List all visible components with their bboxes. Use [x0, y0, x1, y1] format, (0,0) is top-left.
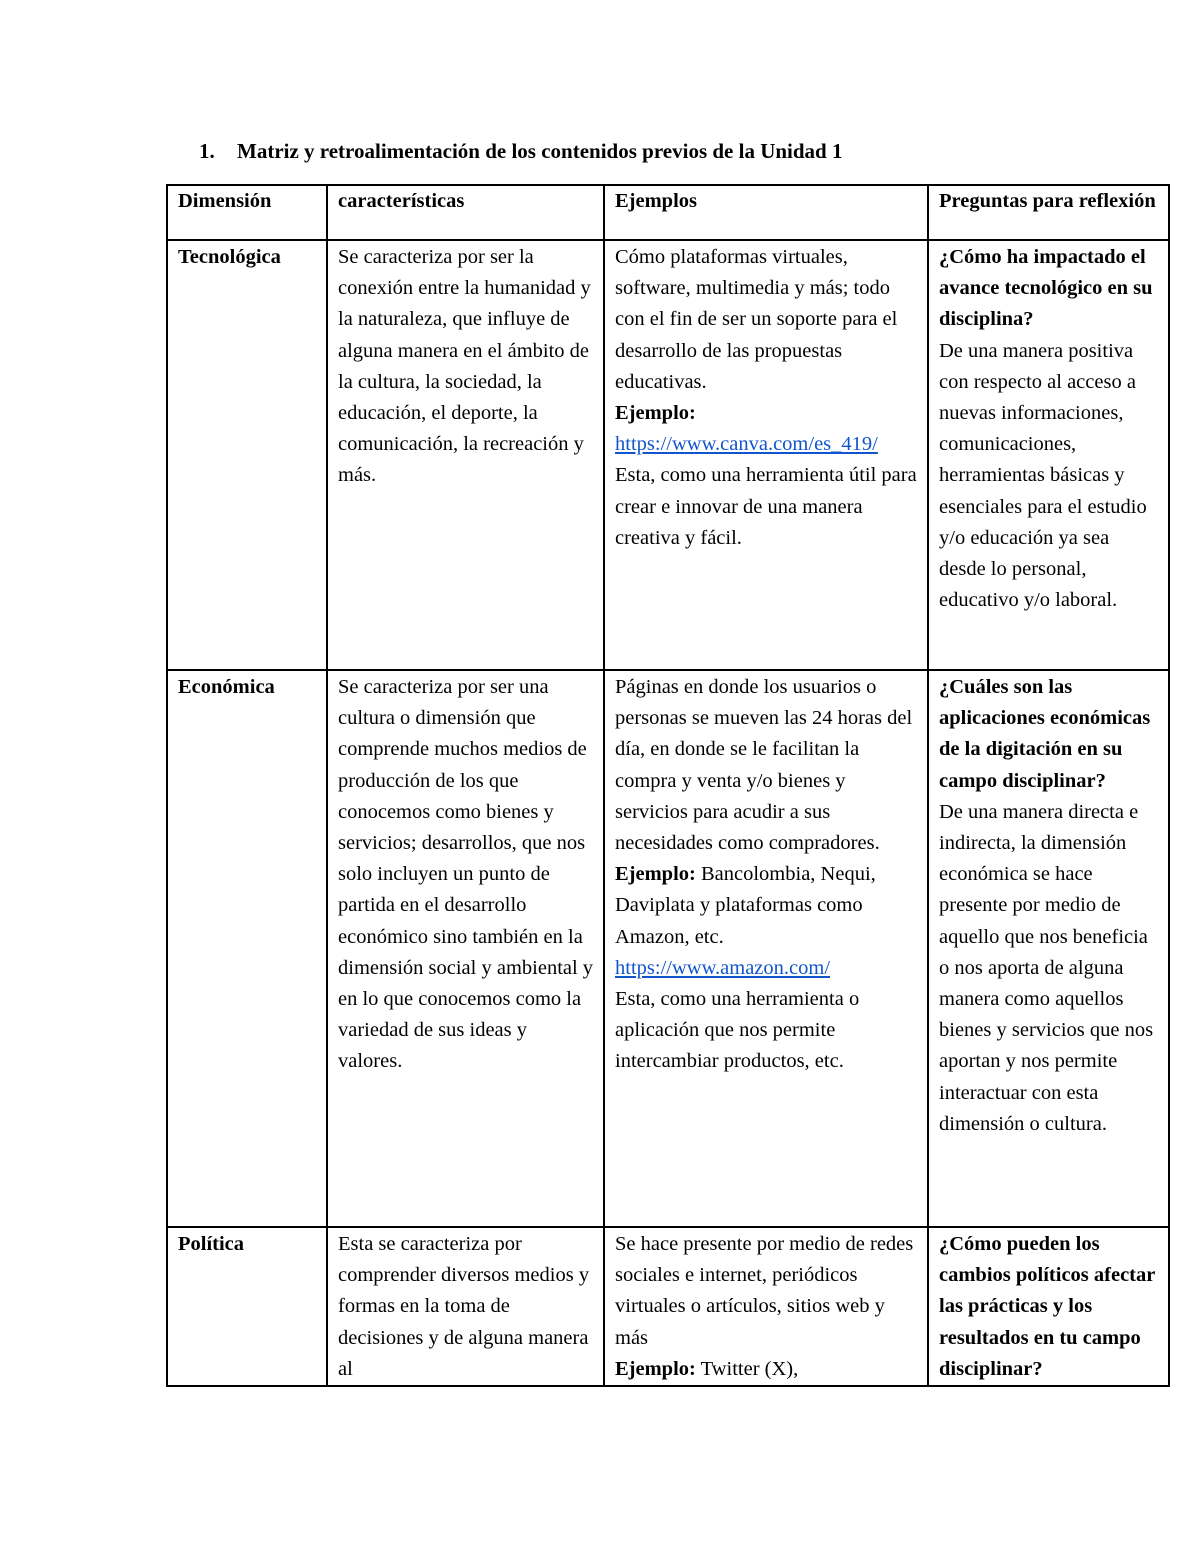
cell-caracteristicas: Esta se caracteriza por comprender diversos medios y formas en la toma de decisiones y de alguna manera al: [327, 1227, 604, 1386]
table-row-politica: [167, 1227, 1169, 1386]
canva-link[interactable]: https://www.canva.com/es_419/: [615, 433, 878, 456]
reflection-matrix-table: [166, 184, 1170, 1387]
ejemplo-label: Ejemplo:: [615, 863, 696, 886]
header-caracteristicas: características: [327, 185, 604, 240]
header-dimension: Dimensión: [167, 185, 327, 240]
section-heading: [199, 139, 842, 164]
pregunta-text: ¿Cómo pueden los cambios políticos afectar las prácticas y los resultados en tu campo disciplinar?: [939, 1233, 1155, 1380]
header-ejemplos: Ejemplos: [604, 185, 928, 240]
amazon-link[interactable]: https://www.amazon.com/: [615, 956, 831, 979]
cell-caracteristicas: Se caracteriza por ser la conexión entre la humanidad y la naturaleza, que influye de alguna manera en el ámbito de la cultura, la sociedad, la educación, el deporte, la comunicación, la recreación y más.: [327, 240, 604, 670]
respuesta-text: De una manera positiva con respecto al acceso a nuevas informaciones, comunicaciones, herramientas básicas y esenciales para el estudio y/o educación ya sea desde lo personal, educativo y/o laboral.: [939, 339, 1147, 612]
header-preguntas: Preguntas para reflexión: [928, 185, 1169, 240]
table-row-economica: [167, 670, 1169, 1227]
ejemplo-line: [615, 859, 919, 953]
table-header-row: [167, 185, 1169, 240]
ejemplo-label: Ejemplo:: [615, 402, 696, 425]
ejemplo-label: Ejemplo:: [615, 1357, 696, 1380]
ejemplo-text: Bancolombia, Nequi, Daviplata y plataformas como Amazon, etc.: [615, 863, 876, 948]
ejemplos-intro: Páginas en donde los usuarios o personas se mueven las 24 horas del día, en donde se le facilitan la compra y venta y/o bienes y servicios para acudir a sus necesidades como compradores.: [615, 676, 913, 855]
cell-preguntas: [928, 240, 1169, 670]
heading-text: Matriz y retroalimentación de los contenidos previos de la Unidad 1: [237, 139, 843, 163]
ejemplo-line: [615, 398, 919, 429]
cell-ejemplos: [604, 670, 928, 1227]
table-row-tecnologica: [167, 240, 1169, 670]
cell-dimension: Económica: [167, 670, 327, 1227]
ejemplo-line: [615, 1354, 919, 1385]
cell-preguntas: [928, 1227, 1169, 1386]
ejemplo-text: Twitter (X),: [695, 1357, 799, 1380]
pregunta-text: ¿Cuáles son las aplicaciones económicas de la digitación en su campo disciplinar?: [939, 676, 1151, 792]
cell-dimension: Tecnológica: [167, 240, 327, 670]
ejemplo-after: Esta, como una herramienta o aplicación que nos permite intercambiar productos, etc.: [615, 988, 860, 1073]
cell-caracteristicas: Se caracteriza por ser una cultura o dimensión que comprende muchos medios de producción de los que conocemos como bienes y servicios; desarrollos, que nos solo incluyen un punto de partida en el desarrollo económico sino también en la dimensión social y ambiental y en lo que conocemos como la variedad de sus ideas y valores.: [327, 670, 604, 1227]
cell-dimension: Política: [167, 1227, 327, 1386]
cell-ejemplos: [604, 1227, 928, 1386]
ejemplo-after: Esta, como una herramienta útil para crear e innovar de una manera creativa y fácil.: [615, 464, 917, 549]
ejemplos-intro: Se hace presente por medio de redes sociales e internet, periódicos virtuales o artículos, sitios web y más: [615, 1233, 914, 1349]
pregunta-text: ¿Cómo ha impactado el avance tecnológico en su disciplina?: [939, 246, 1153, 331]
respuesta-text: De una manera directa e indirecta, la dimensión económica se hace presente por medio de aquello que nos beneficia o nos aporta de alguna manera como aquellos bienes y servicios que nos aportan y nos permite interactuar con esta dimensión o cultura.: [939, 800, 1154, 1135]
cell-ejemplos: [604, 240, 928, 670]
cell-preguntas: [928, 670, 1169, 1227]
ejemplos-intro: Cómo plataformas virtuales, software, multimedia y más; todo con el fin de ser un soporte para el desarrollo de las propuestas educativas.: [615, 246, 898, 393]
heading-number: 1.: [199, 139, 215, 163]
